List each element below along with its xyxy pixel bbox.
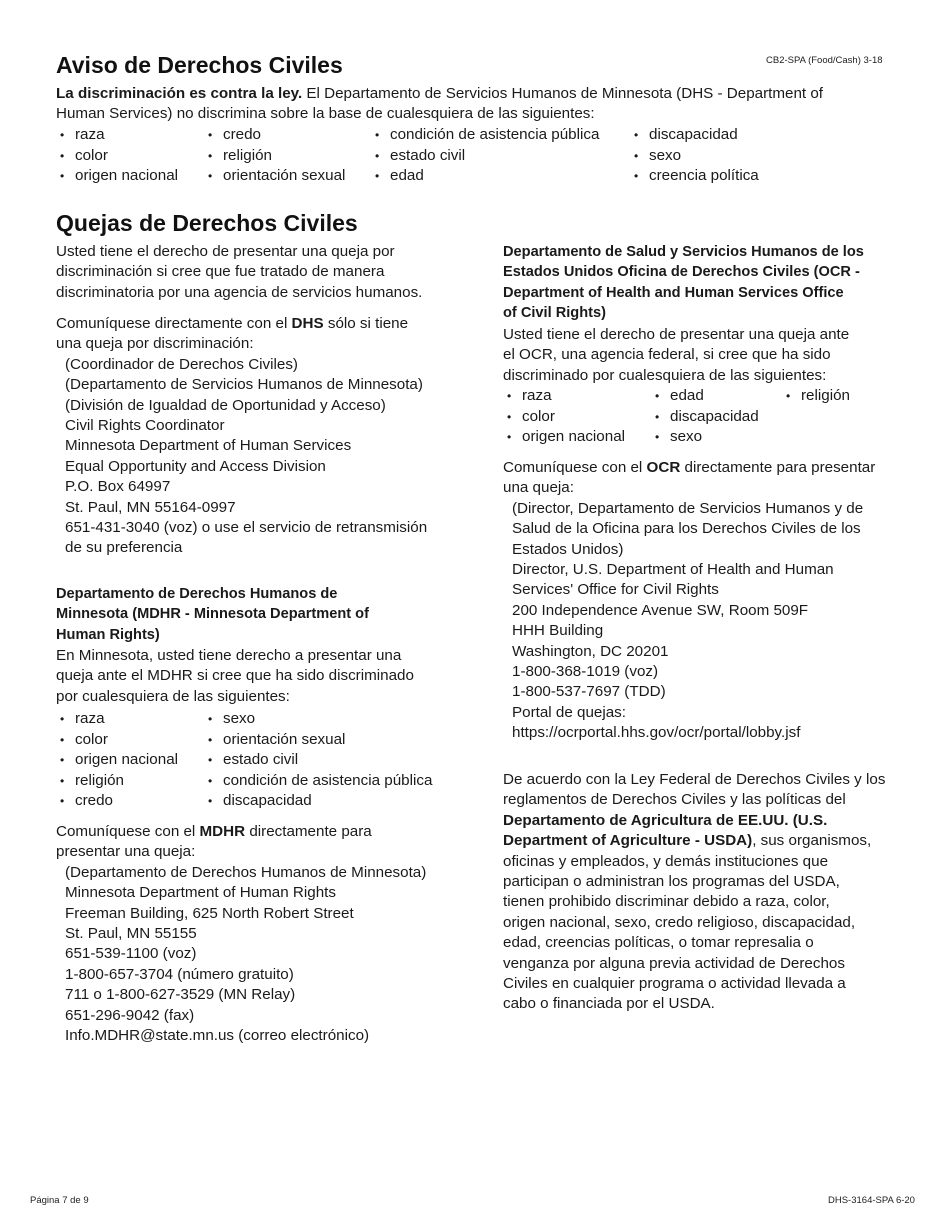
list-item: • sexo (630, 146, 759, 167)
form-code: CB2-SPA (Food/Cash) 3-18 (766, 55, 883, 66)
heading-line: Human Rights) (56, 626, 160, 643)
list-item: • raza (56, 125, 178, 146)
text-line: edad, creencias políticas, o tomar represalia o (503, 934, 814, 952)
heading-line: of Civil Rights) (503, 305, 606, 322)
address-line: HHH Building (512, 622, 604, 640)
list-item: • color (56, 730, 178, 751)
mdhr-paragraph (56, 646, 456, 707)
address-line: P.O. Box 64997 (65, 478, 171, 496)
list-item: • orientación sexual (204, 166, 345, 187)
text-line: presentar una queja: (56, 843, 196, 861)
list-item: • edad (371, 166, 599, 187)
ocr-paragraph (503, 325, 903, 386)
address-line: Minnesota Department of Human Services (65, 437, 352, 455)
mdhr-bullets-col2 (204, 709, 432, 812)
text-line: En Minnesota, usted tiene derecho a presentar una (56, 647, 402, 664)
address-line: Equal Opportunity and Access Division (65, 457, 326, 475)
address-line: Washington, DC 20201 (512, 642, 669, 660)
list-item: • sexo (651, 427, 759, 448)
notice-bullets-col3 (371, 125, 599, 187)
notice-title: Aviso de Derechos Civiles (56, 52, 343, 78)
address-line: Portal de quejas: (512, 703, 626, 721)
text-line: discriminatoria por una agencia de servicios humanos. (56, 283, 423, 301)
list-item: • credo (204, 125, 345, 146)
notice-intro-line1: El Departamento de Servicios Humanos de Minnesota (DHS - Department of (302, 85, 824, 102)
left-intro-paragraph (56, 242, 456, 303)
usda-bold-text: Department of Agriculture - USDA) (503, 832, 753, 850)
address-line: (Director, Departamento de Servicios Humanos y de (512, 499, 864, 517)
address-line: Director, U.S. Department of Health and Human (512, 561, 834, 579)
text-line: tienen prohibido discriminar debido a raza, color, (503, 893, 830, 911)
ocr-heading (503, 242, 903, 324)
text-line: cabo o financiada por el USDA. (503, 995, 715, 1013)
address-line: 200 Independence Avenue SW, Room 509F (512, 601, 809, 619)
address-line: Minnesota Department of Human Rights (65, 884, 336, 902)
list-item: • discapacidad (204, 791, 432, 812)
text-line: discriminación si cree que fue tratado de manera (56, 263, 385, 281)
text-fragment: Comuníquese con el (56, 823, 200, 840)
text-fragment: directamente para (245, 823, 372, 840)
address-line: Salud de la Oficina para los Derechos Civiles de los (512, 520, 861, 538)
text-fragment: Comuníquese con el (503, 459, 647, 476)
address-line: 651-431-3040 (voz) o use el servicio de retransmisión (65, 519, 428, 537)
text-line: discriminado por cualesquiera de las siguientes: (503, 366, 827, 384)
list-item: • condición de asistencia pública (371, 125, 599, 146)
list-item: • estado civil (371, 146, 599, 167)
list-item: • condición de asistencia pública (204, 771, 432, 792)
heading-line: Estados Unidos Oficina de Derechos Civiles (OCR - (503, 264, 860, 281)
heading-line: Department of Health and Human Services Office (503, 284, 844, 301)
mdhr-address (56, 863, 456, 1047)
heading-line: Minnesota (MDHR - Minnesota Department of (56, 606, 369, 623)
list-item: • color (503, 407, 625, 428)
heading-line: Departamento de Derechos Humanos de (56, 586, 338, 602)
list-item: • discapacidad (630, 125, 759, 146)
address-line: Estados Unidos) (512, 540, 624, 558)
list-item: • sexo (204, 709, 432, 730)
address-line: 711 o 1-800-627-3529 (MN Relay) (65, 986, 296, 1004)
list-item: • origen nacional (56, 750, 178, 771)
address-line: 651-539-1100 (voz) (65, 945, 197, 963)
dhs-address (56, 355, 456, 559)
address-line: St. Paul, MN 55164-0997 (65, 498, 236, 516)
text-line: venganza por alguna previa actividad de Derechos (503, 954, 845, 972)
list-item: • edad (651, 386, 759, 407)
address-line: 1-800-368-1019 (voz) (512, 663, 659, 681)
notice-intro-bold: La discriminación es contra la ley. (56, 85, 303, 102)
ocr-contact (503, 458, 903, 744)
notice-bullets-col4 (630, 125, 759, 187)
mdhr-heading (56, 584, 456, 645)
list-item: • origen nacional (56, 166, 178, 187)
ocr-bullets-col3 (782, 386, 850, 407)
form-number: DHS-3164-SPA 6-20 (828, 1195, 915, 1206)
address-line: Civil Rights Coordinator (65, 417, 225, 435)
text-fragment: directamente para presentar (680, 459, 876, 476)
mdhr-contact (56, 822, 456, 1046)
text-line: origen nacional, sexo, credo religioso, discapacidad, (503, 913, 856, 931)
list-item: • origen nacional (503, 427, 625, 448)
text-line: una queja: (503, 479, 574, 497)
ocr-acronym: OCR (646, 459, 681, 476)
text-line: Usted tiene el derecho de presentar una queja ante (503, 326, 850, 343)
notice-bullets-col2 (204, 125, 345, 187)
address-line: de su preferencia (65, 539, 183, 557)
notice-intro-line2: Human Services) no discrimina sobre la base de cualesquiera de las siguientes: (56, 105, 595, 123)
text-line: oficinas y empleados, y demás instituciones que (503, 852, 829, 870)
heading-line: Departamento de Salud y Servicios Humanos de los (503, 244, 864, 260)
address-line: (División de Igualdad de Oportunidad y Acceso) (65, 396, 386, 414)
page-number: Página 7 de 9 (30, 1195, 89, 1206)
ocr-portal-link: https://ocrportal.hhs.gov/ocr/portal/lobby.jsf (512, 724, 801, 742)
list-item: • discapacidad (651, 407, 759, 428)
list-item: • raza (503, 386, 625, 407)
list-item: • religión (204, 146, 345, 167)
list-item: • estado civil (204, 750, 432, 771)
text-line: Usted tiene el derecho de presentar una queja por (56, 243, 395, 260)
address-line: Services' Office for Civil Rights (512, 581, 719, 599)
list-item: • orientación sexual (204, 730, 432, 751)
text-line: por cualesquiera de las siguientes: (56, 687, 290, 705)
text-line: Civiles en cualquier programa o actividad llevada a (503, 975, 846, 993)
address-line: Info.MDHR@state.mn.us (correo electrónico) (65, 1027, 370, 1045)
address-line: 1-800-537-7697 (TDD) (512, 683, 666, 701)
text-line: una queja por discriminación: (56, 335, 254, 353)
address-line: 651-296-9042 (fax) (65, 1006, 195, 1024)
text-line: participan o administran los programas del USDA, (503, 873, 840, 891)
list-item: • credo (56, 791, 178, 812)
text-line: De acuerdo con la Ley Federal de Derechos Civiles y los (503, 771, 886, 788)
list-item: • color (56, 146, 178, 167)
text-fragment: Comuníquese directamente con el (56, 315, 292, 332)
complaints-title: Quejas de Derechos Civiles (56, 210, 358, 236)
mdhr-bullets-col1 (56, 709, 178, 812)
text-fragment: , sus organismos, (752, 832, 872, 850)
ocr-bullets-col2 (651, 386, 759, 448)
address-line: St. Paul, MN 55155 (65, 925, 197, 943)
list-item: • creencia política (630, 166, 759, 187)
notice-bullets-col1 (56, 125, 178, 187)
list-item: • religión (782, 386, 850, 407)
mdhr-acronym: MDHR (199, 823, 246, 840)
text-line: queja ante el MDHR si cree que ha sido discriminado (56, 667, 414, 685)
address-line: Freeman Building, 625 North Robert Street (65, 904, 354, 922)
address-line: (Departamento de Derechos Humanos de Minnesota) (65, 863, 427, 881)
ocr-bullets-col1 (503, 386, 625, 448)
text-line: el OCR, una agencia federal, si cree que ha sido (503, 346, 831, 364)
notice-intro (56, 84, 916, 125)
dhs-contact (56, 314, 456, 559)
usda-paragraph (503, 770, 913, 1015)
list-item: • religión (56, 771, 178, 792)
text-fragment: sólo si tiene (323, 315, 409, 332)
list-item: • raza (56, 709, 178, 730)
address-line: (Coordinador de Derechos Civiles) (65, 355, 298, 373)
address-line: 1-800-657-3704 (número gratuito) (65, 965, 294, 983)
ocr-address (503, 499, 903, 744)
usda-bold-text: Departamento de Agricultura de EE.UU. (U.S. (503, 811, 828, 829)
address-line: (Departamento de Servicios Humanos de Minnesota) (65, 376, 423, 394)
dhs-acronym: DHS (291, 315, 324, 332)
text-line: reglamentos de Derechos Civiles y las políticas del (503, 791, 846, 809)
